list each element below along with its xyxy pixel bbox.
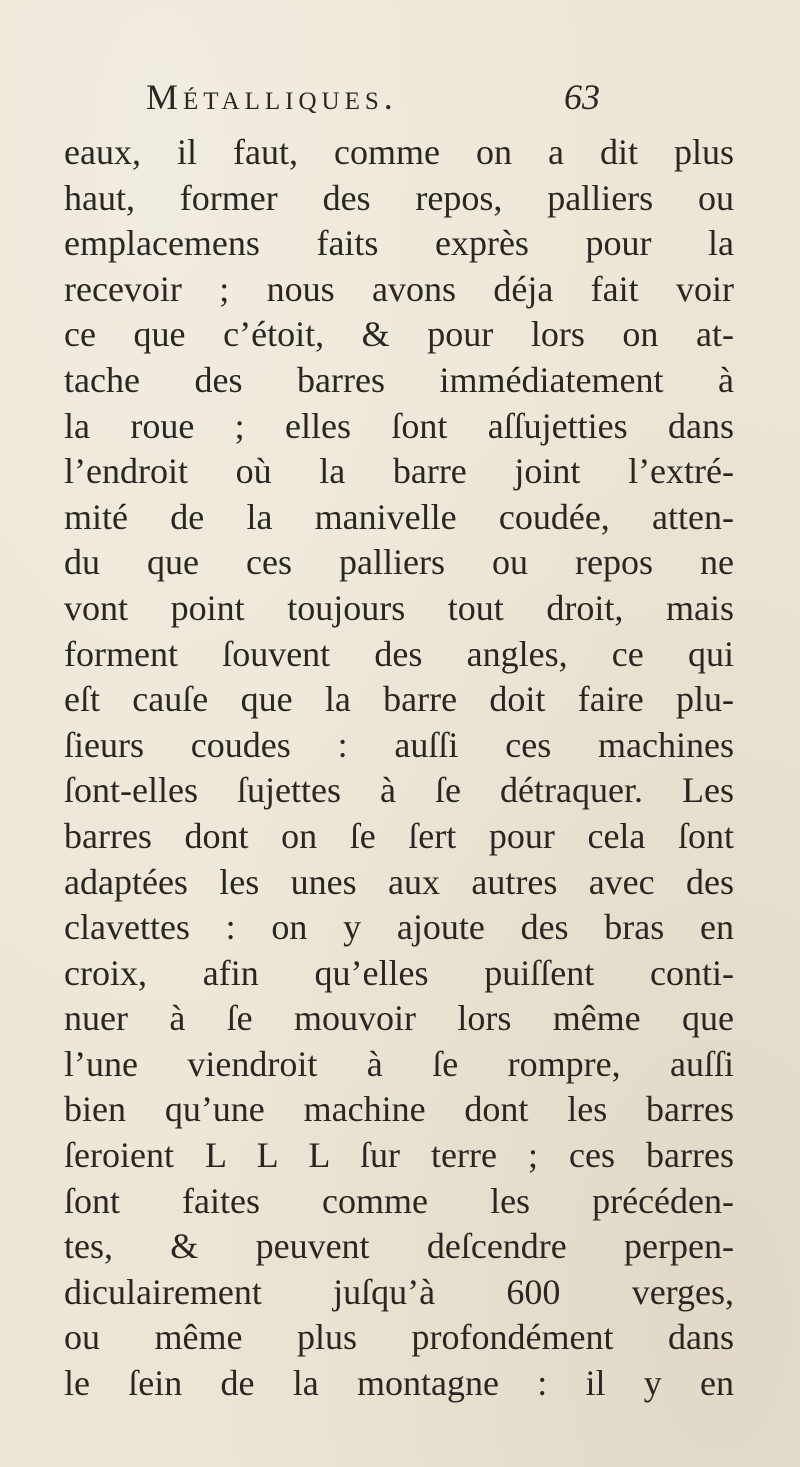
text-line: croix, afin qu’elles puiſſent conti- [64,952,734,993]
text-line: emplacemens faits exprès pour la [64,223,734,264]
text-line: ou même plus profondément dans [64,1317,734,1358]
text-line: diculairement juſqu’à 600 verges, [64,1271,734,1312]
running-head [146,74,600,120]
text-line: le ſein de la montagne : il y en [64,1363,734,1404]
page-number: 63 [564,77,600,117]
text-line: ce que c’étoit, & pour lors on at- [64,314,734,355]
running-title: Métalliques. [146,77,398,117]
text-line: ſeroient L L L ſur terre ; ces barres [64,1135,734,1176]
text-line: du que ces palliers ou repos ne [64,542,734,583]
text-line: barres dont on ſe ſert pour cela ſont [64,815,734,856]
text-line: eſt cauſe que la barre doit faire plu- [64,679,734,720]
text-line: haut, former des repos, palliers ou [64,177,734,218]
text-line: tache des barres immédiatement à [64,359,734,400]
text-line: nuer à ſe mouvoir lors même que [64,998,734,1039]
text-line: ſont faites comme les précéden- [64,1180,734,1221]
text-line: l’endroit où la barre joint l’extré- [64,451,734,492]
text-line: tes, & peuvent deſcendre perpen- [64,1226,734,1267]
text-line: bien qu’une machine dont les barres [64,1089,734,1130]
body-text [64,130,734,1407]
text-line: ſont-elles ſujettes à ſe détraquer. Les [64,770,734,811]
text-line: eaux, il faut, comme on a dit plus [64,132,734,172]
text-line: l’une viendroit à ſe rompre, auſſi [64,1043,734,1084]
text-line: la roue ; elles ſont aſſujetties dans [64,405,734,446]
text-line: mité de la manivelle coudée, atten- [64,496,734,537]
text-line: recevoir ; nous avons déja fait voir [64,268,734,309]
text-line: clavettes : on y ajoute des bras en [64,907,734,948]
text-line: forment ſouvent des angles, ce qui [64,633,734,674]
text-line: ſieurs coudes : auſſi ces machines [64,724,734,765]
text-line: vont point toujours tout droit, mais [64,587,734,628]
text-line: adaptées les unes aux autres avec des [64,861,734,902]
